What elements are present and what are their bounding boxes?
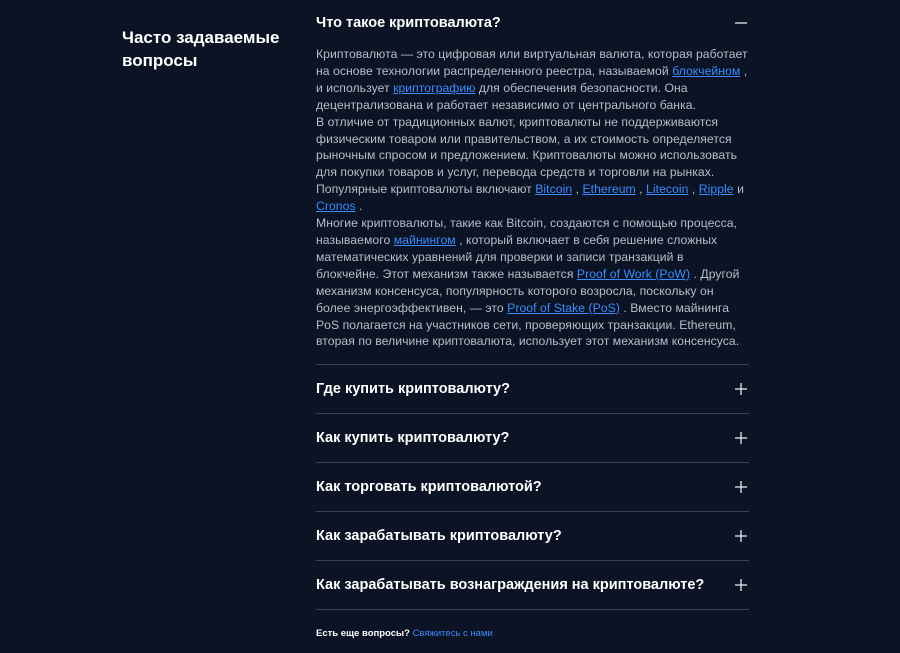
- faq-item-how-to-earn: [316, 512, 749, 561]
- faq-item-header[interactable]: [316, 414, 749, 462]
- faq-item-header[interactable]: [316, 463, 749, 511]
- answer-text: , и использует: [316, 63, 748, 95]
- answer-text: и: [733, 182, 744, 197]
- plus-icon[interactable]: [735, 383, 747, 395]
- faq-question: Как купить криптовалюту?: [316, 430, 510, 447]
- faq-question: Как зарабатывать вознаграждения на криптовалюте?: [316, 577, 705, 594]
- faq-question: Как торговать криптовалютой?: [316, 479, 542, 496]
- footer-prompt: Есть еще вопросы?: [316, 628, 410, 639]
- link-cryptography[interactable]: криптографию: [393, 80, 476, 95]
- plus-icon[interactable]: [735, 579, 747, 591]
- faq-item-how-to-trade: [316, 463, 749, 512]
- answer-text: .: [355, 199, 363, 214]
- link-cronos[interactable]: Cronos: [316, 199, 356, 214]
- link-bitcoin[interactable]: Bitcoin: [535, 182, 573, 197]
- faq-accordion: [316, 0, 749, 610]
- answer-text: Многие криптовалюты, такие как Bitcoin, создаются с помощью процесса, называемого: [316, 216, 737, 247]
- answer-text: . Вместо майнинга PoS полагается на участников сети, проверяющих транзакции. Ethereum, вторая по величине криптовалюта, использует этот механизм консенсуса.: [316, 300, 740, 349]
- link-proof-of-stake[interactable]: Proof of Stake (PoS): [507, 300, 620, 315]
- link-ethereum[interactable]: Ethereum: [582, 182, 636, 197]
- faq-item-how-to-buy: [316, 414, 749, 463]
- faq-question: Что такое криптовалюта?: [316, 15, 501, 31]
- answer-paragraph: [316, 114, 749, 215]
- answer-paragraph: [316, 215, 749, 350]
- answer-paragraph: [316, 46, 749, 114]
- answer-text: для обеспечения безопасности. Она децентрализована и работает независимо от центрального банка.: [316, 80, 696, 112]
- faq-question: Как зарабатывать криптовалюту?: [316, 528, 562, 545]
- plus-icon[interactable]: [735, 530, 747, 542]
- link-litecoin[interactable]: Litecoin: [646, 182, 689, 197]
- answer-text: ,: [572, 182, 583, 197]
- answer-text: ,: [688, 182, 699, 197]
- answer-text: В отличие от традиционных валют, криптовалюты не поддерживаются физическим товаром или правительством, а их стоимость определяется рыночным спросом и предложением. Криптовалюты можно использовать для покупки товаров и услуг, перевода средств и торговли на рынках. Популярные криптовалюты включают: [316, 114, 737, 197]
- faq-item-header[interactable]: [316, 0, 749, 46]
- footer-note: [316, 628, 493, 639]
- answer-text: Криптовалюта — это цифровая или виртуальная валюта, которая работает на основе технологии распределенного реестра, называемой: [316, 47, 748, 78]
- contact-us-link[interactable]: Свяжитесь с нами: [412, 628, 493, 639]
- plus-icon[interactable]: [735, 481, 747, 493]
- minus-icon[interactable]: [735, 17, 747, 29]
- faq-item-earn-rewards: [316, 561, 749, 610]
- faq-item-header[interactable]: [316, 561, 749, 609]
- plus-icon[interactable]: [735, 432, 747, 444]
- faq-item-what-is-crypto: [316, 0, 749, 365]
- answer-text: . Другой механизм консенсуса, популярность которого возросла, поскольку он более энергоэффективен, — это: [316, 266, 740, 315]
- link-ripple[interactable]: Ripple: [698, 182, 734, 197]
- section-title: Часто задаваемые вопросы: [122, 28, 280, 70]
- answer-text: , который включает в себя решение сложных математических уравнений для проверки и записи транзакций в блокчейне. Этот механизм также называется: [316, 232, 718, 281]
- faq-item-header[interactable]: [316, 512, 749, 560]
- answer-text: ,: [635, 182, 647, 197]
- link-proof-of-work[interactable]: Proof of Work (PoW): [576, 266, 691, 281]
- link-mining[interactable]: майнингом: [393, 232, 456, 247]
- faq-item-header[interactable]: [316, 365, 749, 413]
- faq-answer: [316, 46, 749, 364]
- link-blockchain[interactable]: блокчейном: [672, 63, 741, 78]
- faq-question: Где купить криптовалюту?: [316, 381, 510, 398]
- faq-item-where-to-buy: [316, 365, 749, 414]
